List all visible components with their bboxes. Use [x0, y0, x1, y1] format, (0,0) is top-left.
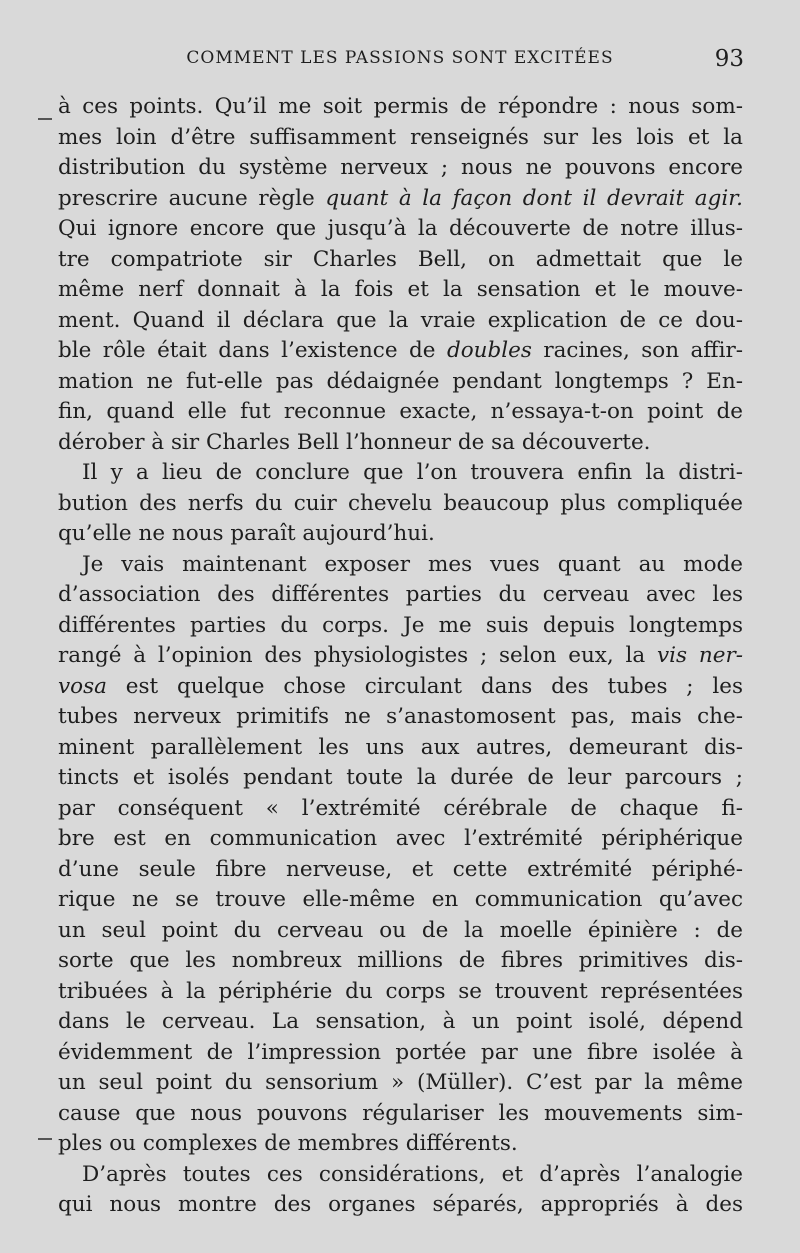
text-line: rangé à l’opinion des physiologistes ; selon eux, la vis ner- [58, 643, 743, 668]
text-line: sorte que les nombreux millions de fibres primitives dis- [58, 948, 743, 973]
text-line: cause que nous pouvons régulariser les mouvements sim- [58, 1100, 743, 1126]
text-line: prescrire aucune règle quant à la façon dont il devrait agir. [58, 185, 743, 211]
text-line: tubes nerveux primitifs ne s’anastomosent pas, mais che- [58, 704, 743, 729]
text-line: ble rôle était dans l’existence de doubles racines, son affir- [58, 338, 744, 363]
running-title: COMMENT LES PASSIONS SONT EXCITÉES [186, 48, 614, 68]
text-line: qui nous montre des organes séparés, appropriés à des [58, 1192, 743, 1217]
text-line: même nerf donnait à la fois et la sensation et le mouve- [58, 277, 743, 302]
text-line: mation ne fut-elle pas dédaignée pendant longtemps ? En- [58, 368, 743, 394]
text-line: ment. Quand il déclara que la vraie explication de ce dou- [58, 307, 743, 333]
text-line: différentes parties du corps. Je me suis depuis longtemps [58, 612, 743, 638]
text-line: Qui ignore encore que jusqu’à la découverte de notre illus- [58, 216, 743, 241]
margin-mark [38, 118, 52, 120]
text-line: D’après toutes ces considérations, et d’après l’analogie [82, 1161, 743, 1187]
text-line: bre est en communication avec l’extrémité périphérique [58, 826, 743, 851]
text-line: Il y a lieu de conclure que l’on trouvera enfin la distri- [82, 460, 743, 485]
text-line: un seul point du sensorium » (Müller). C’est par la même [58, 1070, 743, 1095]
text-line: Je vais maintenant exposer mes vues quant au mode [82, 551, 743, 577]
text-line: rique ne se trouve elle-même en communication qu’avec [58, 887, 743, 912]
text-line: bution des nerfs du cuir chevelu beaucoup plus compliquée [58, 490, 743, 516]
text-line: d’une seule fibre nerveuse, et cette extrémité périphé- [58, 856, 743, 882]
text-line: à ces points. Qu’il me soit permis de répondre : nous som- [58, 94, 743, 119]
text-line: tribuées à la périphérie du corps se trouvent représentées [58, 978, 743, 1004]
body-text [58, 92, 743, 1221]
margin-mark [38, 1138, 52, 1140]
text-line: dérober à sir Charles Bell l’honneur de sa découverte. [58, 429, 651, 455]
text-line: qu’elle ne nous paraît aujourd’hui. [58, 521, 435, 546]
text-line: ples ou complexes de membres différents. [58, 1131, 518, 1156]
text-line: dans le cerveau. La sensation, à un point isolé, dépend [58, 1009, 743, 1034]
text-line: tre compatriote sir Charles Bell, on admettait que le [58, 246, 743, 272]
text-line: évidemment de l’impression portée par une fibre isolée à [58, 1039, 743, 1065]
running-head [56, 46, 744, 76]
text-line: par conséquent « l’extrémité cérébrale de chaque fi- [58, 795, 743, 821]
text-line: vosa est quelque chose circulant dans des tubes ; les [58, 673, 743, 699]
text-line: fin, quand elle fut reconnue exacte, n’essaya-t-on point de [58, 399, 743, 424]
page-number: 93 [714, 46, 744, 72]
text-line: tincts et isolés pendant toute la durée de leur parcours ; [58, 765, 743, 790]
text-line: mes loin d’être suffisamment renseignés sur les lois et la [58, 124, 743, 150]
text-line: distribution du système nerveux ; nous ne pouvons encore [58, 155, 743, 180]
text-line: d’association des différentes parties du cerveau avec les [58, 582, 743, 607]
text-line: minent parallèlement les uns aux autres, demeurant dis- [58, 734, 743, 760]
text-line: un seul point du cerveau ou de la moelle épinière : de [58, 917, 743, 943]
